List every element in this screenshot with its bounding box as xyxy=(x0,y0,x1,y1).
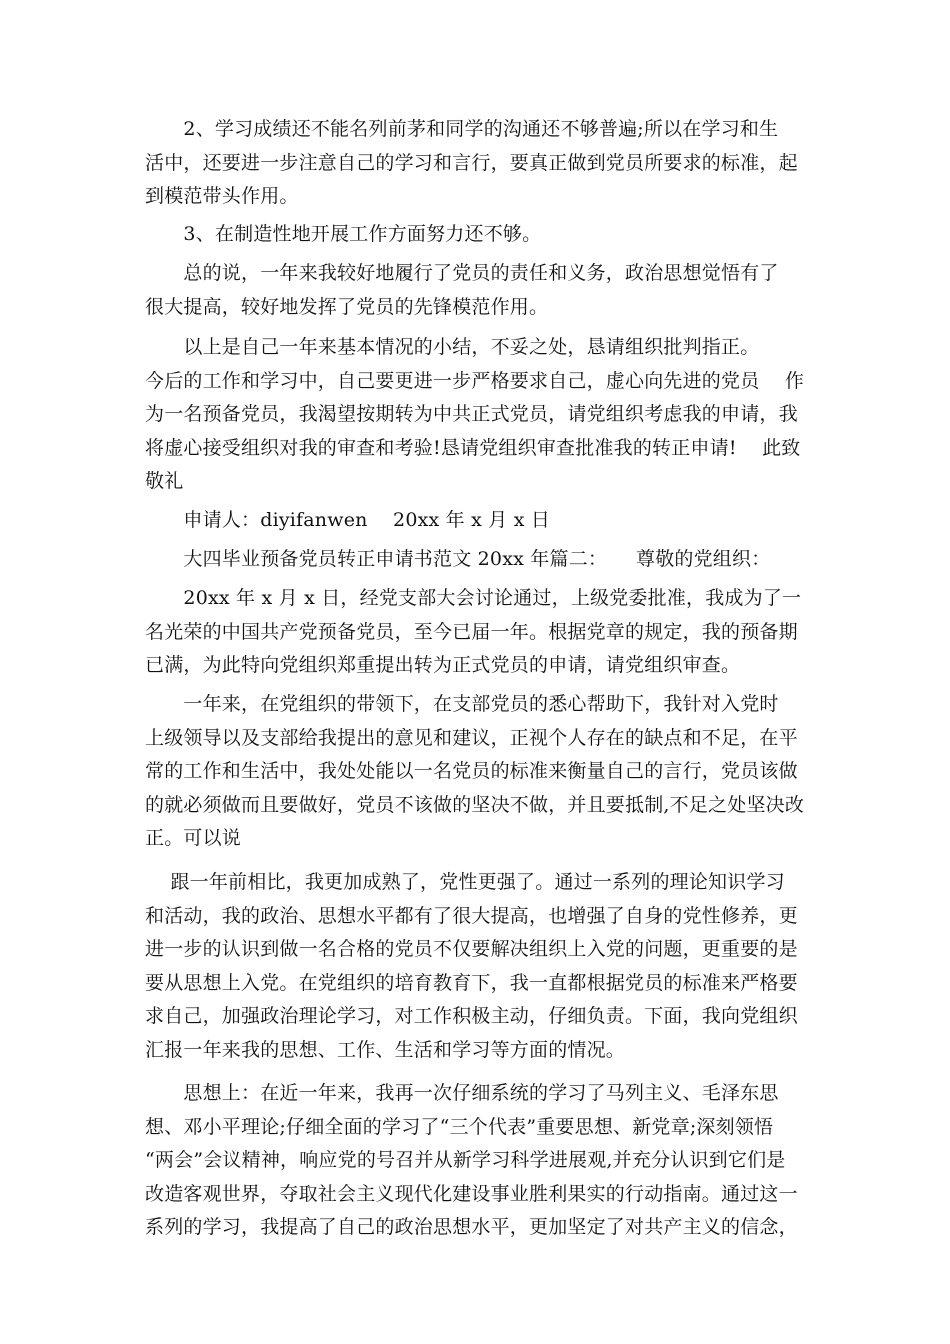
text-line: 总的说，一年来我较好地履行了党员的责任和义务，政治思想觉悟有了 xyxy=(145,262,779,284)
text-line: 进一步的认识到做一名合格的党员不仅要解决组织上入党的问题，更重要的是 xyxy=(145,938,798,960)
text-line: 申请人：diyifanwen 20xx 年 x 月 x 日 xyxy=(145,509,551,531)
text-line: 今后的工作和学习中，自己要更进一步严格要求自己，虚心向先进的党员 作 xyxy=(145,369,805,392)
text-line: 上级领导以及支部给我提出的意见和建议，正视个人存在的缺点和不足，在平 xyxy=(145,726,798,749)
text-line: 很大提高，较好地发挥了党员的先锋模范作用。 xyxy=(145,295,549,318)
paragraph-10 xyxy=(145,1077,805,1245)
text-line: 汇报一年来我的思想、工作、生活和学习等方面的情况。 xyxy=(145,1038,626,1061)
text-line: 大四毕业预备党员转正申请书范文 20xx 年篇二： 尊敬的党组织： xyxy=(145,548,771,570)
text-line: 和活动，我的政治、思想水平都有了很大提高，也增强了自身的党性修养，更 xyxy=(145,904,798,927)
text-line: 改造客观世界，夺取社会主义现代化建设事业胜利果实的行动指南。通过这一 xyxy=(145,1182,798,1205)
text-line: 系列的学习，我提高了自己的政治思想水平，更加坚定了对共产主义的信念， xyxy=(145,1216,798,1238)
text-line: 到模范带头作用。 xyxy=(145,185,299,207)
text-line: 正。可以说 xyxy=(145,827,242,849)
text-line: 以上是自己一年来基本情况的小结，不妥之处，恳请组织批判指正。 xyxy=(145,336,760,358)
text-line: “两会”会议精神，响应党的号召并从新学习科学进展观,并充分认识到它们是 xyxy=(145,1149,786,1171)
paragraph-2 xyxy=(145,218,805,252)
text-line: 2、学习成绩还不能名列前茅和同学的沟通还不够普遍;所以在学习和生 xyxy=(145,118,779,140)
text-line: 为一名预备党员，我渴望按期转为中共正式党员，请党组织考虑我的申请，我 xyxy=(145,403,798,425)
text-line: 一年来，在党组织的带领下，在支部党员的悉心帮助下，我针对入党时 xyxy=(145,693,779,715)
paragraph-section-title xyxy=(145,543,805,577)
text-line: 求自己，加强政治理论学习，对工作积极主动，仔细负责。下面，我向党组织 xyxy=(145,1005,798,1027)
paragraph-9 xyxy=(145,866,805,1067)
paragraph-1 xyxy=(145,113,805,214)
text-line: 跟一年前相比，我更加成熟了，党性更强了。通过一系列的理论知识学习 xyxy=(145,871,785,893)
text-line: 的就必须做而且要做好，党员不该做的坚决不做，并且要抵制,不足之处坚决改 xyxy=(145,793,805,816)
text-line: 思想上：在近一年来，我再一次仔细系统的学习了马列主义、毛泽东思 xyxy=(145,1082,779,1104)
paragraph-8 xyxy=(145,688,805,856)
text-line: 3、在制造性地开展工作方面努力还不够。 xyxy=(145,223,542,245)
paragraph-3 xyxy=(145,257,805,324)
text-line: 已满，为此特向党组织郑重提出转为正式党员的申请，请党组织审查。 xyxy=(145,654,741,676)
text-line: 常的工作和生活中，我处处能以一名党员的标准来衡量自己的言行，党员该做 xyxy=(145,760,798,782)
text-line: 想、邓小平理论;仔细全面的学习了“三个代表”重要思想、新党章;深刻领悟 xyxy=(145,1115,774,1138)
text-line: 活中，还要进一步注意自己的学习和言行，要真正做到党员所要求的标准，起 xyxy=(145,151,798,174)
paragraph-applicant xyxy=(145,504,805,538)
text-line: 名光荣的中国共产党预备党员，至今已届一年。根据党章的规定，我的预备期 xyxy=(145,620,798,643)
paragraph-4 xyxy=(145,331,805,499)
text-line: 将虚心接受组织对我的审查和考验!恳请党组织审查批准我的转正申请! 此致 xyxy=(145,436,801,459)
text-line: 20xx 年 x 月 x 日，经党支部大会讨论通过，上级党委批准，我成为了一 xyxy=(145,587,802,609)
text-line: 敬礼 xyxy=(145,470,184,492)
text-line: 要从思想上入党。在党组织的培育教育下，我一直都根据党员的标准来严格要 xyxy=(145,971,798,994)
paragraph-7 xyxy=(145,582,805,683)
